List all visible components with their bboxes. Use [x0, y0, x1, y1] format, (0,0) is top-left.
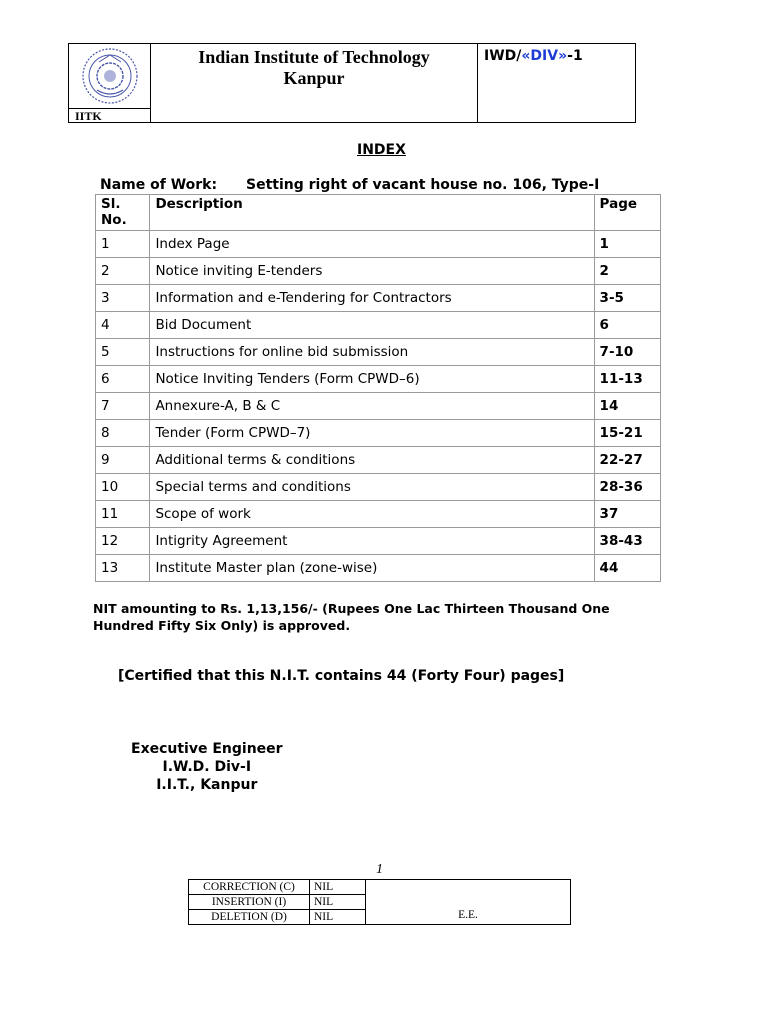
row-page: 44	[594, 555, 660, 582]
name-of-work-label: Name of Work:	[100, 177, 218, 193]
row-description: Bid Document	[150, 312, 594, 339]
name-of-work-value: Setting right of vacant house no. 106, Type-I	[246, 177, 600, 193]
row-sl-no: 3	[96, 285, 150, 312]
page-number: 1	[376, 862, 383, 877]
corrections-table	[188, 879, 571, 925]
row-page: 3-5	[594, 285, 660, 312]
reference-number	[478, 44, 635, 122]
table-row	[96, 366, 661, 393]
correction-label: CORRECTION (C)	[189, 880, 310, 895]
row-description: Institute Master plan (zone-wise)	[150, 555, 594, 582]
row-description: Index Page	[150, 231, 594, 258]
short-name: IITK	[69, 108, 151, 123]
row-page: 37	[594, 501, 660, 528]
row-page: 15-21	[594, 420, 660, 447]
ee-sign-cell: E.E.	[366, 880, 571, 925]
table-row	[96, 285, 661, 312]
row-sl-no: 7	[96, 393, 150, 420]
row-description: Intigrity Agreement	[150, 528, 594, 555]
row-page: 14	[594, 393, 660, 420]
col-description: Description	[150, 195, 594, 231]
row-page: 28-36	[594, 474, 660, 501]
row-sl-no: 2	[96, 258, 150, 285]
certification-note: [Certified that this N.I.T. contains 44 (Forty Four) pages]	[118, 668, 565, 684]
row-sl-no: 12	[96, 528, 150, 555]
row-description: Special terms and conditions	[150, 474, 594, 501]
logo-cell	[69, 44, 151, 108]
table-row	[96, 555, 661, 582]
row-sl-no: 5	[96, 339, 150, 366]
row-page: 2	[594, 258, 660, 285]
insertion-label: INSERTION (I)	[189, 895, 310, 910]
signatory-block	[131, 740, 283, 794]
row-page: 11-13	[594, 366, 660, 393]
row-sl-no: 6	[96, 366, 150, 393]
insertion-value: NIL	[310, 895, 366, 910]
index-title: INDEX	[357, 142, 406, 158]
deletion-label: DELETION (D)	[189, 910, 310, 925]
row-page: 7-10	[594, 339, 660, 366]
row-description: Notice Inviting Tenders (Form CPWD–6)	[150, 366, 594, 393]
document-header	[68, 43, 636, 123]
row-description: Notice inviting E-tenders	[150, 258, 594, 285]
row-description: Information and e-Tendering for Contractors	[150, 285, 594, 312]
row-page: 6	[594, 312, 660, 339]
row-description: Tender (Form CPWD–7)	[150, 420, 594, 447]
table-row	[96, 528, 661, 555]
correction-value: NIL	[310, 880, 366, 895]
row-sl-no: 8	[96, 420, 150, 447]
row-sl-no: 1	[96, 231, 150, 258]
col-sl-no: Sl. No.	[96, 195, 150, 231]
row-page: 38-43	[594, 528, 660, 555]
table-row	[96, 231, 661, 258]
row-page: 1	[594, 231, 660, 258]
table-row	[96, 447, 661, 474]
deletion-value: NIL	[310, 910, 366, 925]
row-description: Instructions for online bid submission	[150, 339, 594, 366]
row-description: Scope of work	[150, 501, 594, 528]
ref-prefix: IWD/	[484, 48, 522, 64]
ref-merge-field: «DIV»	[521, 48, 568, 64]
row-description: Additional terms & conditions	[150, 447, 594, 474]
index-table-header	[96, 195, 661, 231]
table-row	[96, 420, 661, 447]
table-row	[96, 339, 661, 366]
col-page: Page	[594, 195, 660, 231]
row-description: Annexure-A, B & C	[150, 393, 594, 420]
index-table-body	[96, 231, 661, 582]
index-table	[95, 194, 661, 582]
signatory-division: I.W.D. Div-I	[162, 759, 252, 775]
institute-name-line2: Kanpur	[283, 68, 345, 88]
signatory-institute: I.I.T., Kanpur	[156, 777, 258, 793]
signatory-title: Executive Engineer	[131, 741, 283, 757]
row-page: 22-27	[594, 447, 660, 474]
row-sl-no: 9	[96, 447, 150, 474]
institute-name	[151, 44, 478, 122]
row-sl-no: 10	[96, 474, 150, 501]
row-sl-no: 11	[96, 501, 150, 528]
table-row	[96, 393, 661, 420]
approval-note: NIT amounting to Rs. 1,13,156/- (Rupees One Lac Thirteen Thousand One Hundred Fifty Six Only) is approved.	[93, 601, 610, 633]
row-sl-no: 13	[96, 555, 150, 582]
table-row	[96, 312, 661, 339]
table-row	[96, 474, 661, 501]
row-sl-no: 4	[96, 312, 150, 339]
table-row	[96, 501, 661, 528]
ref-suffix: -1	[567, 48, 583, 64]
correction-row	[189, 880, 571, 895]
iitk-seal-icon	[77, 46, 143, 106]
institute-name-line1: Indian Institute of Technology	[198, 47, 430, 67]
table-row	[96, 258, 661, 285]
